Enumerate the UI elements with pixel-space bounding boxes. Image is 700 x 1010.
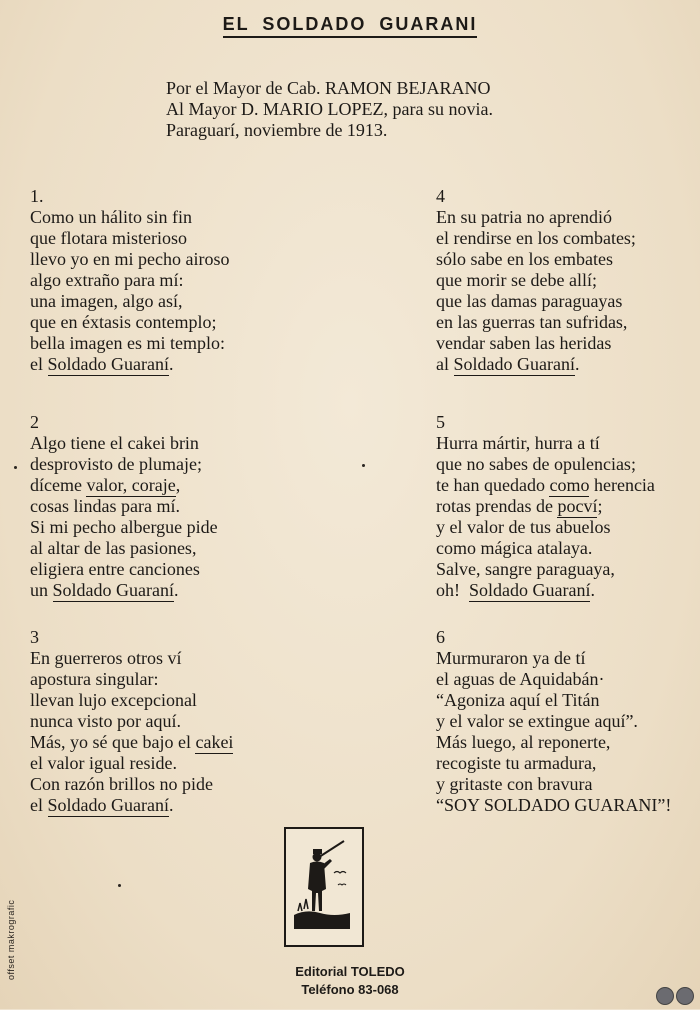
publisher-logo (284, 827, 364, 947)
print-speck (362, 464, 365, 467)
verse-line (30, 795, 310, 816)
verse-text: . (590, 580, 595, 600)
page-title (0, 14, 700, 35)
verse-line: como mágica atalaya. (436, 538, 593, 558)
verse-text: el (30, 354, 48, 374)
verse-text: . (173, 580, 179, 600)
underlined-text: Soldado Guaraní (47, 354, 169, 374)
verse-line: “SOY SOLDADO GUARANI”! (436, 795, 672, 815)
verse-line: apostura singular: (30, 669, 159, 689)
underlined-text: Soldado Guaraní (52, 580, 174, 600)
verse-line: recogiste tu armadura, (436, 753, 597, 773)
verse-text: . (574, 354, 580, 374)
verse-line: el valor igual reside. (30, 753, 177, 773)
verse-text: rotas prendas de (436, 496, 558, 516)
verse-line: que morir se debe allí; (436, 270, 597, 290)
verse-text: . (168, 354, 174, 374)
verse-line (30, 732, 310, 753)
stanza-number: 6 (436, 627, 445, 647)
verse-line: “Agoniza aquí el Titán (436, 690, 600, 710)
title-text: EL SOLDADO GUARANI (223, 14, 478, 38)
verse-text: oh! (436, 580, 469, 600)
print-speck (118, 884, 121, 887)
verse-line: En su patria no aprendió (436, 207, 612, 227)
verse-text: Más, yo sé que bajo el (30, 732, 196, 752)
stanza-6 (436, 627, 700, 816)
verse-text: , (175, 475, 181, 495)
verse-text: ; (597, 496, 603, 516)
corner-badges (654, 987, 694, 1005)
stanza-number: 5 (436, 412, 445, 432)
side-credit: offset makrografic (6, 899, 16, 980)
verse-text: te han quedado (436, 475, 550, 495)
verse-text: el (30, 795, 48, 815)
dedication-line: Al Mayor D. MARIO LOPEZ, para su novia. (166, 99, 493, 119)
stanza-number: 2 (30, 412, 39, 432)
verse-line: sólo sabe en los embates (436, 249, 613, 269)
badge-icon (656, 987, 674, 1005)
stanza-3 (30, 627, 310, 816)
verse-line: que no sabes de opulencias; (436, 454, 636, 474)
stanza-1 (30, 186, 310, 375)
verse-line: Salve, sangre paraguaya, (436, 559, 615, 579)
stanza-4 (436, 186, 700, 375)
print-speck (14, 466, 17, 469)
underlined-text: Soldado Guaraní (47, 795, 169, 815)
verse-line: que en éxtasis contemplo; (30, 312, 217, 332)
underlined-text: cakei (195, 732, 234, 752)
badge-icon (676, 987, 694, 1005)
underlined-text: Soldado Guaraní (453, 354, 575, 374)
verse-line: Algo tiene el cakei brin (30, 433, 199, 453)
verse-text: al (436, 354, 454, 374)
stanza-number: 1. (30, 186, 44, 206)
verse-line (436, 496, 700, 517)
verse-text: un (30, 580, 53, 600)
dedication-line: Paraguarí, noviembre de 1913. (166, 120, 388, 140)
verse-line: el rendirse en los combates; (436, 228, 636, 248)
dedication (166, 78, 493, 141)
verse-text: . (168, 795, 174, 815)
stanza-number: 3 (30, 627, 39, 647)
verse-line: vendar saben las heridas (436, 333, 612, 353)
verse-line: Si mi pecho albergue pide (30, 517, 218, 537)
verse-line (30, 580, 310, 601)
verse-line: que flotara misterioso (30, 228, 187, 248)
verse-line (30, 475, 310, 496)
verse-line: y el valor de tus abuelos (436, 517, 611, 537)
verse-line: que las damas paraguayas (436, 291, 623, 311)
verse-line: y gritaste con bravura (436, 774, 593, 794)
verse-line: el aguas de Aquidabán· (436, 669, 605, 689)
stanza-number: 4 (436, 186, 445, 206)
underlined-text: valor, coraje (86, 475, 176, 495)
verse-line: llevan lujo excepcional (30, 690, 197, 710)
verse-line: llevo yo en mi pecho airoso (30, 249, 230, 269)
verse-line: eligiera entre canciones (30, 559, 200, 579)
verse-line (30, 354, 310, 375)
underlined-text: como (549, 475, 590, 495)
verse-line: Murmuraron ya de tí (436, 648, 586, 668)
stanza-2 (30, 412, 310, 601)
verse-line (436, 354, 700, 375)
verse-line: bella imagen es mi templo: (30, 333, 225, 353)
publisher-info (0, 963, 700, 999)
verse-line (436, 475, 700, 496)
verse-line: Hurra mártir, hurra a tí (436, 433, 600, 453)
stanza-5 (436, 412, 700, 601)
verse-line: Más luego, al reponerte, (436, 732, 611, 752)
verse-line: desprovisto de plumaje; (30, 454, 202, 474)
verse-line: En guerreros otros ví (30, 648, 182, 668)
verse-line: en las guerras tan sufridas, (436, 312, 628, 332)
soldier-silhouette-icon (286, 829, 362, 945)
verse-line: al altar de las pasiones, (30, 538, 197, 558)
verse-text: díceme (30, 475, 87, 495)
verse-line: nunca visto por aquí. (30, 711, 181, 731)
dedication-line: Por el Mayor de Cab. RAMON BEJARANO (166, 78, 491, 98)
verse-text: herencia (589, 475, 655, 495)
verse-line: cosas lindas para mí. (30, 496, 180, 516)
verse-line: una imagen, algo así, (30, 291, 183, 311)
publisher-name: Editorial TOLEDO (295, 964, 405, 979)
publisher-phone: Teléfono 83-068 (301, 982, 399, 997)
verse-line: Como un hálito sin fin (30, 207, 192, 227)
verse-line: Con razón brillos no pide (30, 774, 213, 794)
verse-line (436, 580, 700, 601)
verse-line: y el valor se extingue aquí”. (436, 711, 638, 731)
underlined-text: pocví (557, 496, 598, 516)
verse-line: algo extraño para mí: (30, 270, 184, 290)
underlined-text: Soldado Guaraní (469, 580, 591, 600)
